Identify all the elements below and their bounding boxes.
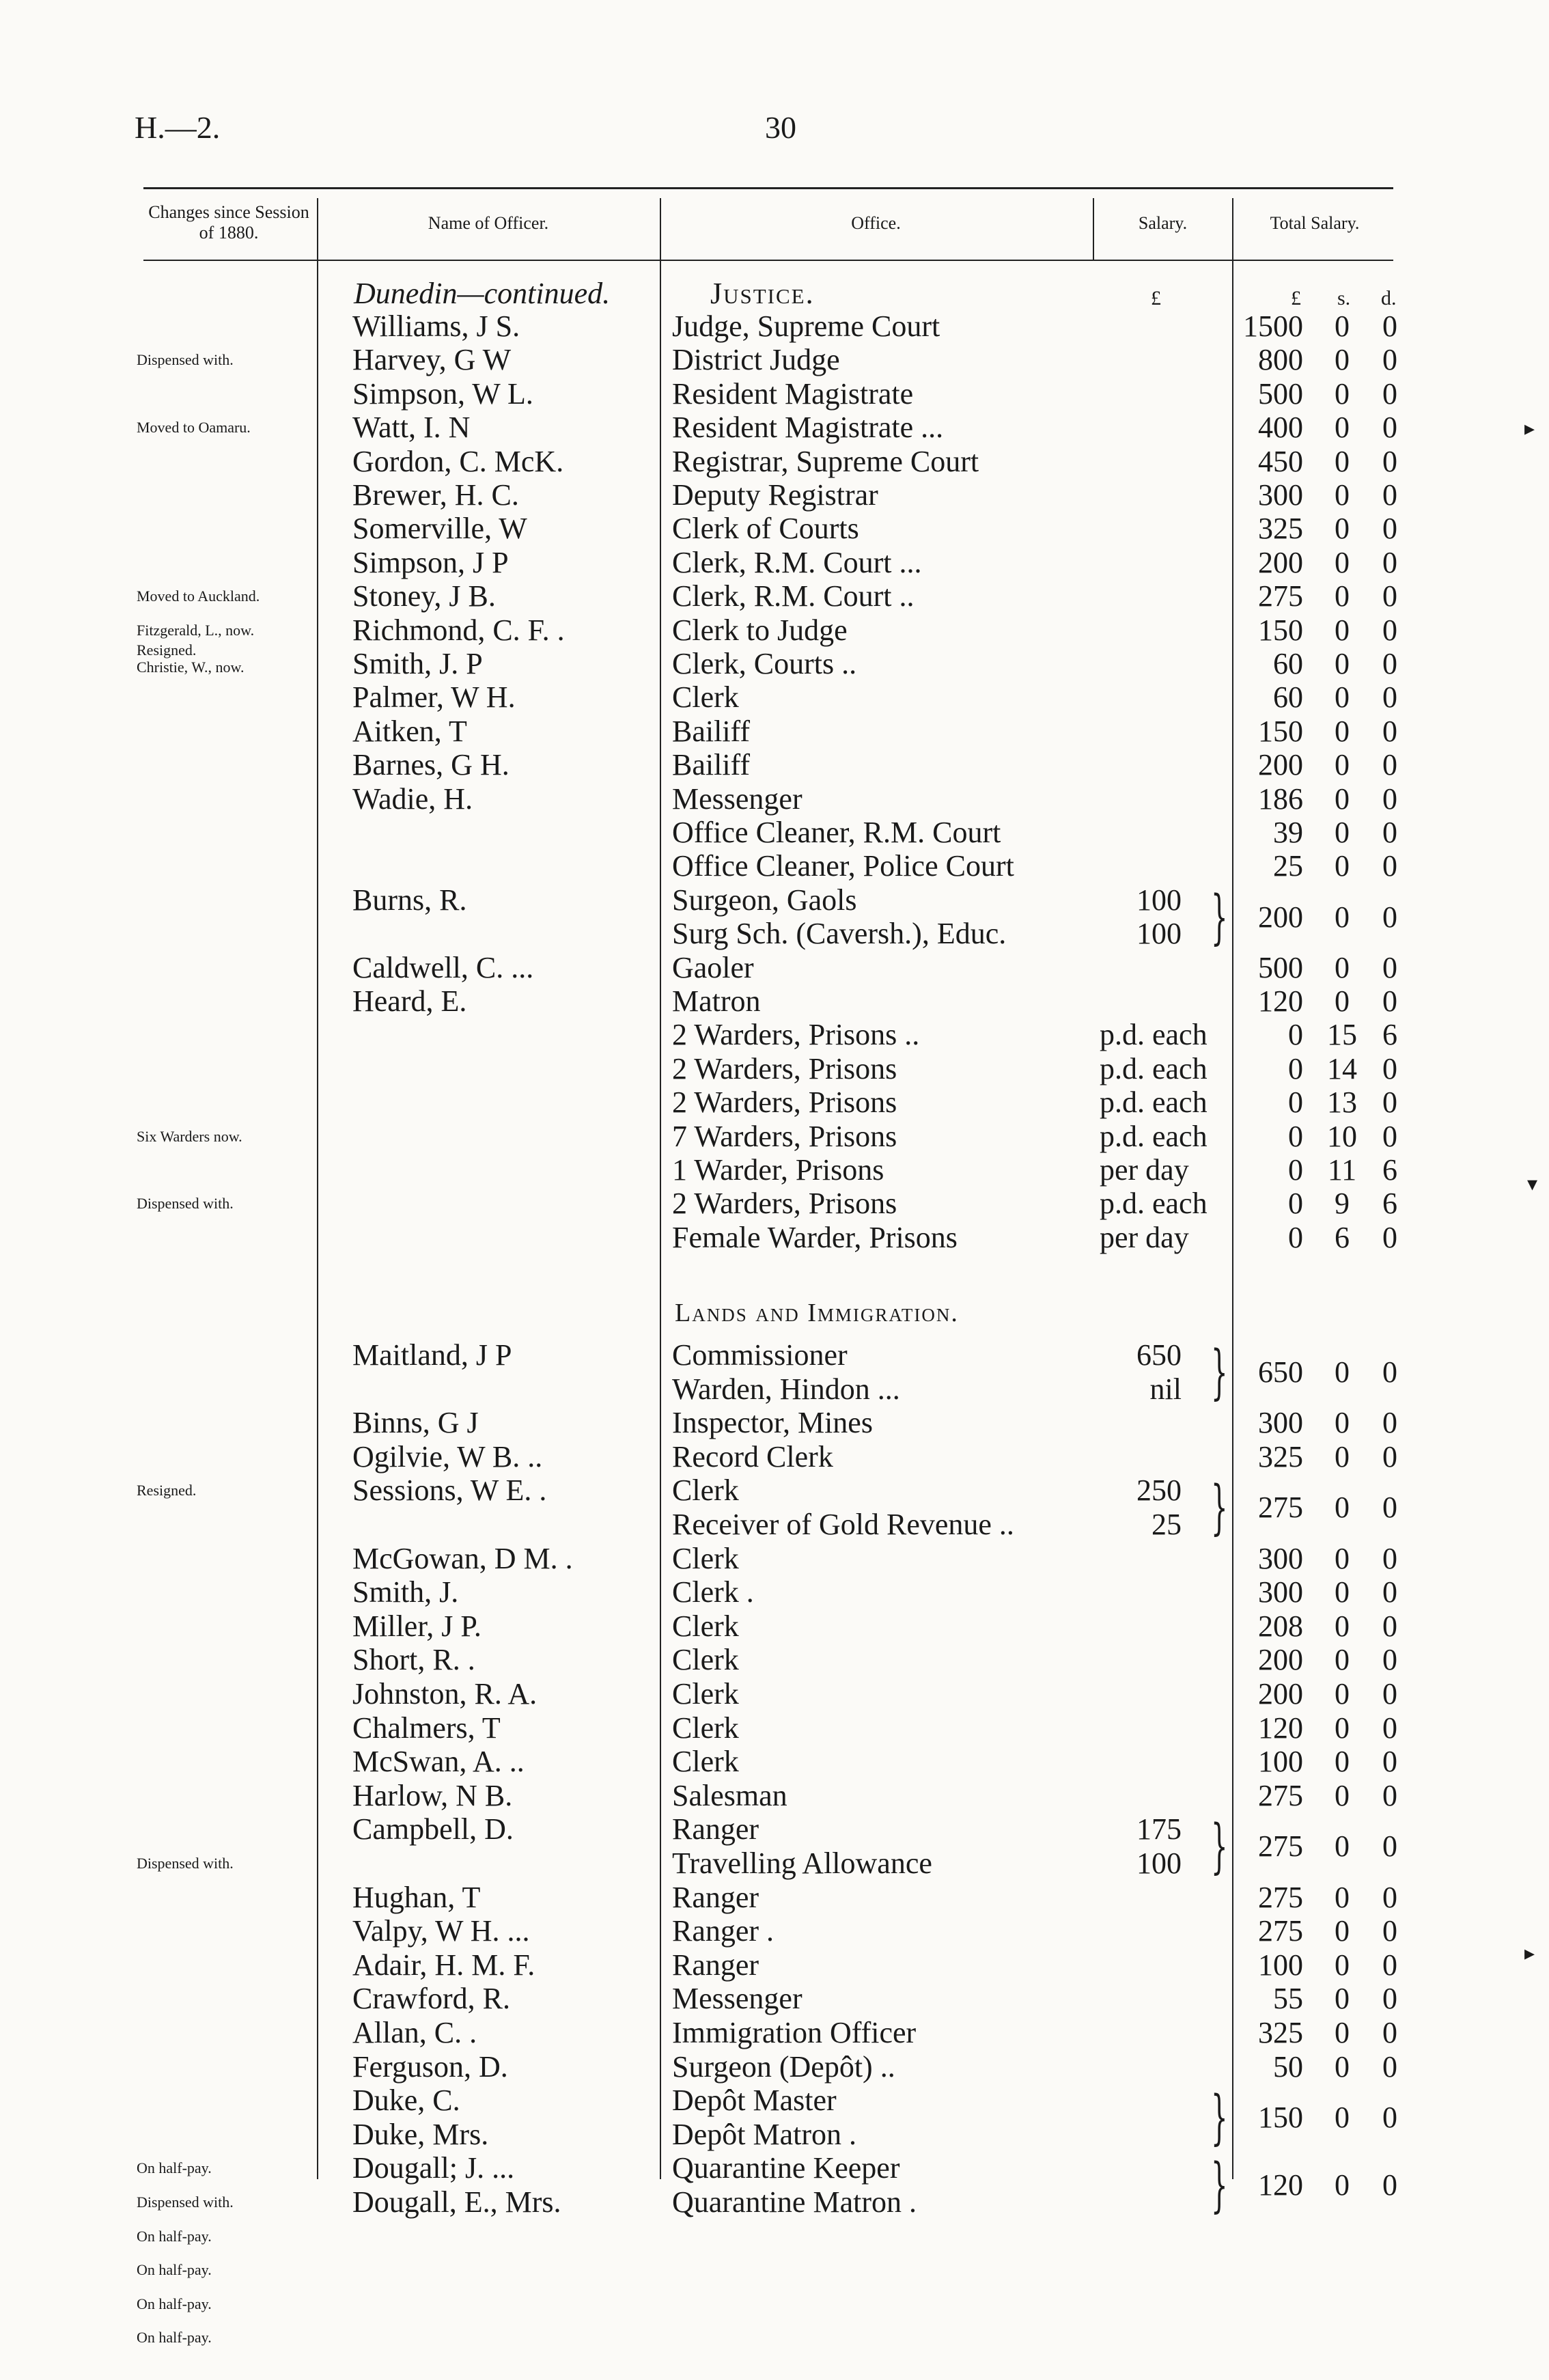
total-pence: 0 [1382,2049,1397,2084]
total-pence: 0 [1382,1085,1397,1120]
salary-value: p.d. each [1100,1085,1208,1120]
brace-mark: } [1211,883,1228,952]
office-title: Clerk . [672,1575,754,1609]
officer-name: Wadie, H. [352,781,473,816]
officer-name: Gordon, C. McK. [352,444,564,478]
total-shillings: 0 [1335,376,1350,411]
braced-total-pounds: 120 [1258,2168,1303,2202]
office-title: Clerk, R.M. Court .. [672,579,915,613]
brace-mark: } [1211,2084,1228,2153]
office-title: Registrar, Supreme Court [672,444,979,478]
office-title: Deputy Registrar [672,478,878,512]
total-pounds: 0 [1288,1220,1303,1254]
salary-value: per day [1100,1220,1189,1254]
total-pence: 0 [1382,1051,1397,1085]
total-pence: 0 [1382,781,1397,816]
officer-name: Dougall, E., Mrs. [352,2185,561,2219]
salary-value: 175 [1136,1812,1182,1846]
col-divider-1 [317,198,318,2179]
office-title: Quarantine Matron . [672,2185,917,2219]
change-note: Resigned. [137,641,197,659]
total-shillings: 9 [1335,1187,1350,1221]
total-shillings: 0 [1335,849,1350,883]
total-pounds: 200 [1258,1643,1303,1677]
total-pounds: 275 [1258,1778,1303,1812]
office-title: Surgeon (Depôt) .. [672,2049,895,2084]
officer-name: Duke, C. [352,2084,460,2118]
officer-name: Richmond, C. F. . [352,613,565,647]
total-pence: 0 [1382,512,1397,546]
officer-name: Johnston, R. A. [352,1677,538,1711]
change-note: Dispensed with. [137,1195,234,1213]
officer-name: Allan, C. . [352,2016,477,2049]
officer-name: Barnes, G H. [352,748,510,782]
col-head-name: Name of Officer. [428,213,549,233]
office-title: Inspector, Mines [672,1406,873,1440]
office-title: Clerk to Judge [672,613,848,647]
officer-name: Sessions, W E. . [352,1473,547,1508]
office-title: Clerk [672,680,739,715]
total-shillings: 0 [1335,512,1350,546]
officer-name: Short, R. . [352,1643,475,1677]
office-title: Warden, Hindon ... [672,1372,900,1406]
braced-total-pence: 0 [1382,2101,1397,2134]
total-shillings: 0 [1335,1778,1350,1812]
total-pence: 0 [1382,613,1397,647]
officer-name: Campbell, D. [352,1812,514,1846]
total-pence: 0 [1382,1541,1397,1575]
total-pence: 6 [1382,1187,1397,1221]
braced-total-pounds: 275 [1258,1491,1303,1525]
total-pence: 0 [1382,376,1397,411]
office-title: Surgeon, Gaols [672,883,857,917]
total-pence: 0 [1382,1982,1397,2016]
total-pence: 0 [1382,680,1397,715]
officer-name: Heard, E. [352,984,467,1018]
office-title: Ranger [672,1812,759,1846]
total-pounds: 325 [1258,2016,1303,2049]
header-bottom-rule [143,260,1393,261]
change-note: Six Warders now. [137,1127,242,1145]
office-title: Record Clerk [672,1439,833,1473]
total-pounds: 120 [1258,984,1303,1018]
office-title: 2 Warders, Prisons [672,1051,897,1085]
margin-mark: ▸ [1524,1942,1535,1965]
total-pounds: 300 [1258,1575,1303,1609]
total-pounds: 300 [1258,1406,1303,1440]
col-head-total: Total Salary. [1270,213,1360,233]
officer-name: Miller, J P. [352,1609,482,1643]
total-pence: 0 [1382,1778,1397,1812]
total-shillings: 0 [1335,1880,1350,1914]
total-shillings: 13 [1327,1085,1357,1120]
office-title: Depôt Matron . [672,2117,857,2151]
total-shillings: 0 [1335,579,1350,613]
total-pounds: 325 [1258,1439,1303,1473]
total-pence: 0 [1382,647,1397,680]
total-pounds: 39 [1273,816,1303,849]
change-note: Dispensed with. [137,1855,234,1872]
total-pence: 0 [1382,748,1397,782]
office-title: Receiver of Gold Revenue .. [672,1508,1014,1541]
change-note: Moved to Oamaru. [137,419,251,437]
total-pounds: 55 [1273,1982,1303,2016]
total-pence: 0 [1382,579,1397,613]
officer-name: McGowan, D M. . [352,1541,573,1575]
braced-total-shillings: 0 [1335,1491,1350,1525]
total-pence: 0 [1382,1745,1397,1779]
total-pounds: 800 [1258,343,1303,377]
total-pence: 0 [1382,2016,1397,2049]
brace-mark: } [1211,1338,1228,1407]
officer-name: Harvey, G W [352,343,512,377]
office-title: Office Cleaner, R.M. Court [672,816,1001,849]
office-title: Clerk [672,1473,739,1508]
office-title: Depôt Master [672,2084,837,2118]
total-pounds: 275 [1258,1880,1303,1914]
col-head-office: Office. [851,213,901,233]
office-title: District Judge [672,343,840,377]
total-pounds: 25 [1273,849,1303,883]
total-pounds: 300 [1258,478,1303,512]
office-title: Messenger [672,781,803,816]
officer-name: Dougall; J. ... [352,2151,515,2185]
total-pounds: 0 [1288,1119,1303,1153]
braced-total-shillings: 0 [1335,2101,1350,2134]
total-pence: 0 [1382,849,1397,883]
total-pence: 0 [1382,1677,1397,1711]
change-note: On half-pay. [137,2261,212,2279]
office-title: 1 Warder, Prisons [672,1153,884,1187]
office-title: Resident Magistrate ... [672,411,944,445]
salary-value: 25 [1152,1508,1182,1541]
total-pounds: 400 [1258,411,1303,445]
braced-total-pounds: 275 [1258,1829,1303,1864]
total-pence: 0 [1382,1119,1397,1153]
office-title: Ranger . [672,1914,774,1948]
total-shillings: 0 [1335,309,1350,343]
total-shillings: 0 [1335,1677,1350,1711]
braced-total-shillings: 0 [1335,2168,1350,2202]
total-pounds: 60 [1273,680,1303,715]
total-pounds: 100 [1258,1948,1303,1982]
total-shillings: 0 [1335,816,1350,849]
total-shillings: 10 [1327,1119,1357,1153]
change-note: Fitzgerald, L., now. [137,621,255,639]
officer-name: Brewer, H. C. [352,478,519,512]
total-pounds: 0 [1288,1187,1303,1221]
change-note: Moved to Auckland. [137,587,260,605]
office-title: Clerk [672,1643,739,1677]
office-title: Clerk [672,1711,739,1745]
col-divider-3 [1093,198,1094,260]
total-pounds: 100 [1258,1745,1303,1779]
officer-name: Somerville, W [352,512,527,546]
total-shillings: 0 [1335,1643,1350,1677]
braced-total-shillings: 0 [1335,1355,1350,1389]
section-justice: Justice. [710,277,815,310]
total-shillings: 0 [1335,343,1350,377]
office-title: Matron [672,984,761,1018]
officer-name: Chalmers, T [352,1711,501,1745]
total-pence: 0 [1382,1914,1397,1948]
total-shillings: 0 [1335,1575,1350,1609]
brace-mark: } [1211,1473,1228,1542]
total-pence: 0 [1382,1439,1397,1473]
office-title: Commissioner [672,1338,848,1372]
officer-name: Smith, J. P [352,647,483,680]
total-shillings: 0 [1335,613,1350,647]
office-title: Quarantine Keeper [672,2151,900,2185]
total-shillings: 0 [1335,1711,1350,1745]
salary-value: 100 [1136,883,1182,917]
officer-name: Ferguson, D. [352,2049,508,2084]
total-shillings: 0 [1335,2016,1350,2049]
office-title: Travelling Allowance [672,1846,932,1880]
header-top-rule [143,187,1393,189]
total-pounds: 450 [1258,444,1303,478]
col-divider-2 [660,198,661,2179]
office-title: Bailiff [672,748,751,782]
salary-value: per day [1100,1153,1189,1187]
total-currency-l: £ [1291,287,1301,309]
total-shillings: 11 [1327,1153,1357,1187]
change-note: Dispensed with. [137,2194,234,2211]
section-lands: Lands and Immigration. [675,1299,959,1327]
total-pence: 0 [1382,950,1397,984]
margin-mark: ▸ [1524,417,1535,440]
total-currency-d: d. [1381,287,1397,309]
salary-value: 650 [1136,1338,1182,1372]
total-pence: 0 [1382,343,1397,377]
officer-name: Maitland, J P [352,1338,512,1372]
officer-name: McSwan, A. .. [352,1745,525,1779]
total-pounds: 150 [1258,613,1303,647]
office-title: 7 Warders, Prisons [672,1119,897,1153]
office-title: Messenger [672,1982,803,2016]
total-pounds: 150 [1258,714,1303,748]
total-pence: 0 [1382,545,1397,579]
office-title: Office Cleaner, Police Court [672,849,1014,883]
office-title: Surg Sch. (Caversh.), Educ. [672,917,1007,951]
office-title: Judge, Supreme Court [672,309,940,343]
total-pence: 0 [1382,1220,1397,1254]
total-pounds: 208 [1258,1609,1303,1643]
brace-mark: } [1211,1812,1228,1881]
change-note: On half-pay. [137,2295,212,2312]
place-heading: Dunedin—continued. [354,277,611,310]
office-title: Clerk [672,1609,739,1643]
total-shillings: 0 [1335,680,1350,715]
office-title: Ranger [672,1880,759,1914]
total-shillings: 6 [1335,1220,1350,1254]
officer-name: Aitken, T [352,714,467,748]
total-pence: 6 [1382,1153,1397,1187]
total-pence: 6 [1382,1018,1397,1052]
total-shillings: 0 [1335,1914,1350,1948]
office-title: 2 Warders, Prisons [672,1187,897,1221]
salary-value: p.d. each [1100,1018,1208,1052]
total-pounds: 0 [1288,1051,1303,1085]
braced-total-pence: 0 [1382,1491,1397,1525]
page-number: 30 [765,110,796,145]
salary-value: nil [1149,1372,1182,1406]
braced-total-pence: 0 [1382,1355,1397,1389]
officer-name: Hughan, T [352,1880,481,1914]
total-shillings: 0 [1335,478,1350,512]
braced-total-pounds: 650 [1258,1355,1303,1389]
total-pounds: 275 [1258,579,1303,613]
total-shillings: 0 [1335,545,1350,579]
total-pounds: 200 [1258,1677,1303,1711]
change-note: On half-pay. [137,2329,212,2347]
header-left: H.—2. [135,110,221,145]
total-pounds: 200 [1258,545,1303,579]
officer-name: Crawford, R. [352,1982,510,2016]
total-pence: 0 [1382,1880,1397,1914]
officer-name: Simpson, W L. [352,376,533,411]
col-head-salary: Salary. [1138,213,1188,233]
total-pounds: 200 [1258,748,1303,782]
braced-total-pence: 0 [1382,900,1397,934]
total-pounds: 120 [1258,1711,1303,1745]
total-shillings: 0 [1335,411,1350,445]
total-pence: 0 [1382,1948,1397,1982]
change-note: On half-pay. [137,2159,212,2177]
total-pence: 0 [1382,1643,1397,1677]
total-pence: 0 [1382,1575,1397,1609]
total-pounds: 60 [1273,647,1303,680]
officer-name: Harlow, N B. [352,1778,513,1812]
braced-total-shillings: 0 [1335,900,1350,934]
total-pounds: 500 [1258,950,1303,984]
total-pence: 0 [1382,478,1397,512]
office-title: Clerk [672,1541,739,1575]
total-pounds: 50 [1273,2049,1303,2084]
salary-value: p.d. each [1100,1187,1208,1221]
total-pence: 0 [1382,714,1397,748]
salary-value: 100 [1136,917,1182,951]
total-shillings: 14 [1327,1051,1357,1085]
total-shillings: 0 [1335,1541,1350,1575]
office-title: Clerk of Courts [672,512,859,546]
col-divider-4 [1232,198,1233,2179]
office-title: Clerk, R.M. Court ... [672,545,922,579]
total-pence: 0 [1382,309,1397,343]
officer-name: Simpson, J P [352,545,509,579]
office-title: Clerk [672,1677,739,1711]
braced-total-pence: 0 [1382,1829,1397,1864]
total-pounds: 0 [1288,1153,1303,1187]
officer-name: Palmer, W H. [352,680,516,715]
salary-value: 100 [1136,1846,1182,1880]
office-title: 2 Warders, Prisons .. [672,1018,920,1052]
officer-name: Adair, H. M. F. [352,1948,535,1982]
officer-name: Ogilvie, W B. .. [352,1439,543,1473]
officer-name: Valpy, W H. ... [352,1914,530,1948]
total-shillings: 0 [1335,781,1350,816]
margin-mark: ▾ [1527,1173,1538,1195]
total-shillings: 0 [1335,1406,1350,1440]
officer-name: Smith, J. [352,1575,459,1609]
col-head-changes: Changes since Session of 1880. [148,202,309,243]
office-title: Immigration Officer [672,2016,917,2049]
total-shillings: 0 [1335,984,1350,1018]
officer-name: Williams, J S. [352,309,520,343]
total-pence: 0 [1382,816,1397,849]
total-shillings: 0 [1335,748,1350,782]
brace-mark: } [1211,2151,1228,2220]
total-pounds: 0 [1288,1018,1303,1052]
officer-name: Stoney, J B. [352,579,496,613]
salary-value: 250 [1136,1473,1182,1508]
salary-value: p.d. each [1100,1051,1208,1085]
officer-name: Duke, Mrs. [352,2117,489,2151]
total-shillings: 0 [1335,647,1350,680]
office-title: Resident Magistrate [672,376,914,411]
office-title: Clerk [672,1745,739,1779]
total-shillings: 0 [1335,1609,1350,1643]
total-shillings: 0 [1335,444,1350,478]
total-shillings: 0 [1335,1948,1350,1982]
change-note: Christie, W., now. [137,658,245,676]
salary-value: p.d. each [1100,1119,1208,1153]
total-pence: 0 [1382,411,1397,445]
total-pounds: 300 [1258,1541,1303,1575]
total-pounds: 500 [1258,376,1303,411]
braced-total-shillings: 0 [1335,1829,1350,1864]
officer-name: Burns, R. [352,883,467,917]
office-title: 2 Warders, Prisons [672,1085,897,1120]
total-pence: 0 [1382,1609,1397,1643]
total-shillings: 0 [1335,714,1350,748]
total-currency-s: s. [1337,287,1351,309]
total-shillings: 0 [1335,1745,1350,1779]
change-note: Resigned. [137,1482,197,1499]
change-note: On half-pay. [137,2227,212,2245]
total-pence: 0 [1382,984,1397,1018]
total-pounds: 0 [1288,1085,1303,1120]
total-pence: 0 [1382,1711,1397,1745]
office-title: Clerk, Courts .. [672,647,857,680]
total-pence: 0 [1382,444,1397,478]
office-title: Salesman [672,1778,787,1812]
total-shillings: 0 [1335,1439,1350,1473]
total-pounds: 275 [1258,1914,1303,1948]
total-shillings: 15 [1327,1018,1357,1052]
office-title: Ranger [672,1948,759,1982]
total-pounds: 1500 [1243,309,1303,343]
braced-total-pounds: 150 [1258,2101,1303,2134]
total-shillings: 0 [1335,950,1350,984]
change-note: Dispensed with. [137,351,234,369]
total-pence: 0 [1382,1406,1397,1440]
officer-name: Binns, G J [352,1406,479,1440]
office-title: Gaoler [672,950,754,984]
braced-total-pounds: 200 [1258,900,1303,934]
braced-total-pence: 0 [1382,2168,1397,2202]
officer-name: Watt, I. N [352,411,471,445]
office-title: Female Warder, Prisons [672,1220,958,1254]
officer-name: Caldwell, C. ... [352,950,534,984]
total-pounds: 186 [1258,781,1303,816]
office-title: Bailiff [672,714,751,748]
total-shillings: 0 [1335,2049,1350,2084]
salary-currency: £ [1151,287,1161,309]
total-shillings: 0 [1335,1982,1350,2016]
total-pounds: 325 [1258,512,1303,546]
